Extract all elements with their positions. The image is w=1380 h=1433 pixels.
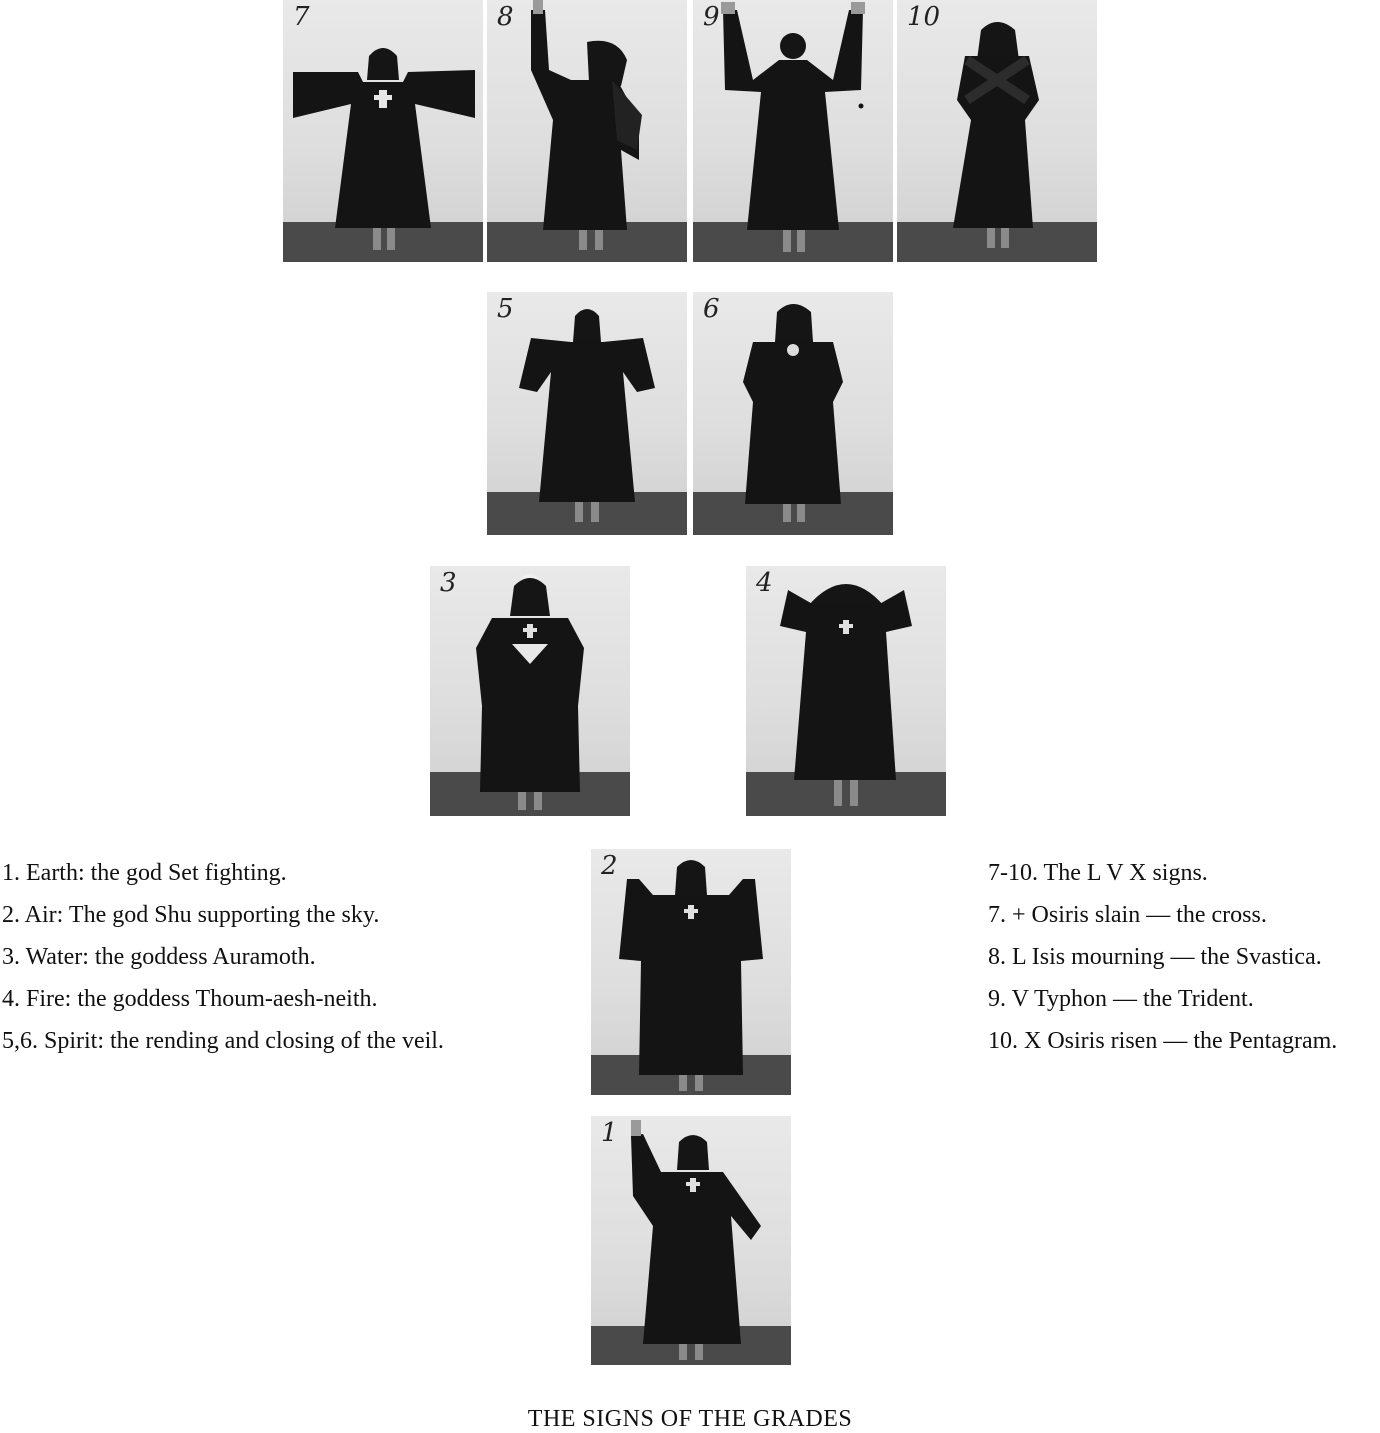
photo-number: 4 bbox=[756, 568, 773, 598]
photo-number: 8 bbox=[497, 2, 514, 32]
caption-sign-10: 10. X Osiris risen — the Pentagram. bbox=[988, 1028, 1338, 1054]
photo-number: 3 bbox=[440, 568, 457, 598]
caption-sign-9: 9. V Typhon — the Trident. bbox=[988, 986, 1254, 1012]
photo-number: 1 bbox=[601, 1118, 618, 1148]
photo-number: 9 bbox=[703, 2, 720, 32]
figure-title: THE SIGNS OF THE GRADES bbox=[527, 1406, 853, 1432]
photo-number: 5 bbox=[497, 294, 514, 324]
photo-number: 2 bbox=[601, 851, 618, 881]
robed-figure-image bbox=[430, 566, 630, 816]
photo-sign-1 bbox=[591, 1116, 791, 1365]
photo-sign-10 bbox=[897, 0, 1097, 262]
photo-sign-9 bbox=[693, 0, 893, 262]
caption-sign-8: 8. L Isis mourning — the Svastica. bbox=[988, 944, 1322, 970]
photo-sign-2 bbox=[591, 849, 791, 1095]
robed-figure-image bbox=[487, 0, 687, 262]
photo-sign-8 bbox=[487, 0, 687, 262]
lvx-captions bbox=[988, 852, 1337, 1062]
caption-signs-7-10: 7-10. The L V X signs. bbox=[988, 860, 1208, 886]
caption-sign-4: 4. Fire: the goddess Thoum-aesh-neith. bbox=[2, 986, 378, 1012]
robed-figure-image bbox=[591, 849, 791, 1095]
robed-figure-image bbox=[283, 0, 483, 262]
caption-sign-5-6: 5,6. Spirit: the rending and closing of the veil. bbox=[2, 1028, 444, 1054]
photo-sign-6 bbox=[693, 292, 893, 535]
caption-sign-3: 3. Water: the goddess Auramoth. bbox=[2, 944, 316, 970]
caption-sign-1: 1. Earth: the god Set fighting. bbox=[2, 860, 287, 886]
robed-figure-image bbox=[693, 292, 893, 535]
photo-sign-4 bbox=[746, 566, 946, 816]
element-captions bbox=[2, 852, 444, 1062]
photo-sign-5 bbox=[487, 292, 687, 535]
robed-figure-image bbox=[693, 0, 893, 262]
robed-figure-image bbox=[897, 0, 1097, 262]
caption-sign-7: 7. + Osiris slain — the cross. bbox=[988, 902, 1267, 928]
caption-sign-2: 2. Air: The god Shu supporting the sky. bbox=[2, 902, 380, 928]
robed-figure-image bbox=[591, 1116, 791, 1365]
photo-number: 6 bbox=[703, 294, 720, 324]
robed-figure-image bbox=[746, 566, 946, 816]
photo-sign-7 bbox=[283, 0, 483, 262]
photo-number: 10 bbox=[907, 2, 941, 32]
photo-sign-3 bbox=[430, 566, 630, 816]
robed-figure-image bbox=[487, 292, 687, 535]
photo-number: 7 bbox=[293, 2, 310, 32]
